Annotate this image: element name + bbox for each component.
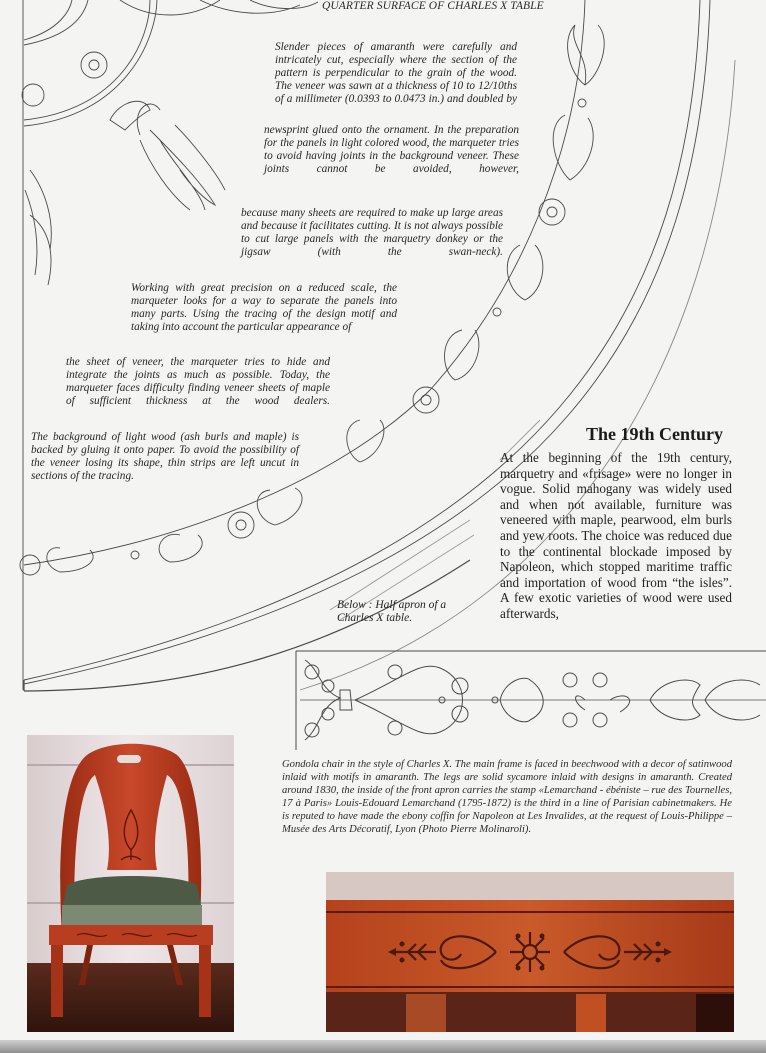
apron-caption-line: Charles X table. [337, 612, 413, 624]
text-paragraph: newsprint glued onto the ornament. In the preparation for the panels in light colored wood, the marqueter tries to avoid having joints in the background veneer. These joints cannot be avoided, however, [264, 124, 519, 175]
medallion-rings [24, 0, 157, 126]
text-paragraph: Working with great precision on a reduced scale, the marqueter looks for a way to separate the panels into many parts. Using the tracing of the design motif and taking into account the particular appearance of [131, 282, 397, 333]
section-body: At the beginning of the 19th century, marquetry and «frisage» were no longer in vogue. Solid mahogany was widely used and when not available, furniture was veneered with maple, pearwood, elm burls and yew roots. The choice was reduced due to the continental blockade imposed by Napoleon, which stopped maritime traffic and importation of wood from “the isles”. A few exotic varieties of wood were used afterwards, [500, 450, 732, 621]
apron-caption-line: Below : Half apron of a [337, 599, 447, 611]
gondola-chair-illustration [27, 735, 234, 1032]
text-paragraph: Slender pieces of amaranth were carefully and intricately cut, especially where the section of the pattern is perpendicular to the grain of the wood. The veneer was sawn at a thickness of 10 to 12/10ths of a millimeter (0.0393 to 0.0473 in.) and doubled by [275, 41, 517, 105]
table-apron-photo [326, 872, 734, 1032]
chair-caption: Gondola chair in the style of Charles X. The main frame is faced in beechwood with a decor of satinwood inlaid with motifs in amaranth. The legs are solid sycamore inlaid with designs in amaranth. Created around 1830, the inside of the front apron carries the stamp «Lemarchand - ébéniste – rue des Tournelles, 17 à Paris» Louis-Edouard Lemarchand (1795-1872) is the third in a line of Parisian cabinetmakers. He is reputed to have made the ebony coffin for Napoleon at Les Invalides, at the request of Louis-Philippe – Musée des Arts Décoratif, Lyon (Photo Pierre Molinaroli). [282, 759, 732, 836]
table-apron-illustration [326, 872, 734, 1032]
text-paragraph: because many sheets are required to make up large areas and because it facilitates cutting. It is not always possible to cut large panels with the marquetry donkey or the jigsaw (with the swan-neck). [241, 207, 503, 258]
apron-caption [337, 599, 446, 625]
half-apron-ornament [300, 660, 766, 740]
running-head: QUARTER SURFACE OF CHARLES X TABLE [322, 0, 544, 12]
section-title: The 19th Century [586, 424, 724, 444]
page-bottom-edge [0, 1040, 766, 1053]
text-paragraph: the sheet of veneer, the marqueter tries to hide and integrate the joints as much as possible. Today, the marqueter faces difficulty finding veneer sheets of maple of sufficient thickness at the wood dealers. [66, 356, 330, 407]
text-paragraph: The background of light wood (ash burls and maple) is backed by gluing it onto paper. To avoid the possibility of the veneer losing its shape, thin strips are left uncut in sections of the tracing. [31, 431, 299, 482]
gondola-chair-photo [27, 735, 234, 1032]
